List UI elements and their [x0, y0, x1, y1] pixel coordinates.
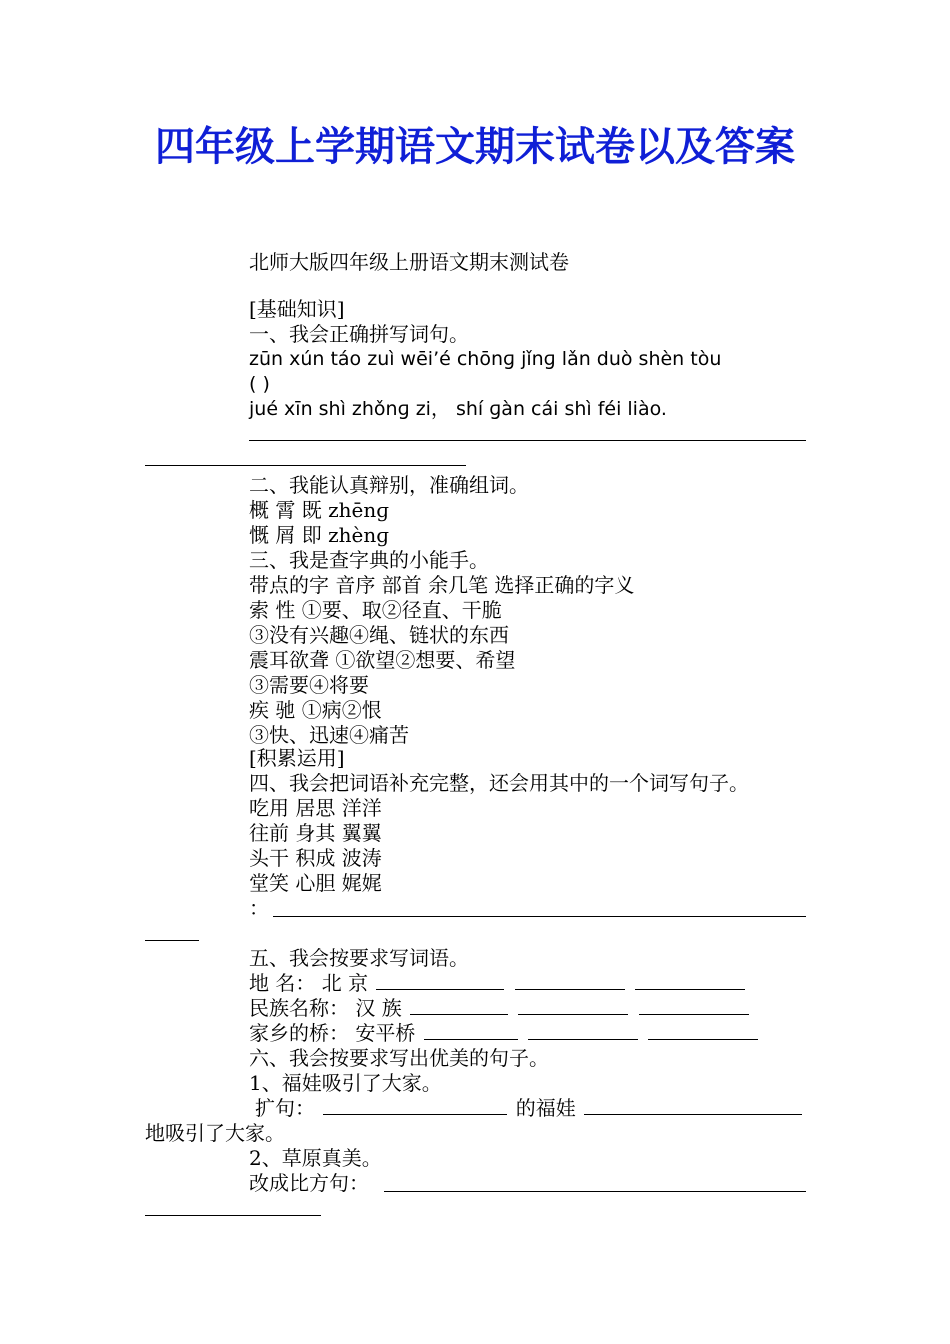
expand-label: 扩句： — [255, 1096, 315, 1120]
blank-5-2-b[interactable] — [518, 996, 628, 1015]
question-5-row-1-label: 地 名： 北 京 — [249, 971, 369, 995]
expand-middle-text: 的福娃 — [515, 1096, 576, 1120]
question-3-row-4: ③需要④将要 — [249, 673, 369, 697]
question-4-row-3: 头干 积成 波涛 — [249, 846, 382, 870]
pinyin-line-1: zūn xún táo zuì wēi’é chōnɡ jǐnɡ lǎn duò shèn tòu — [249, 348, 722, 370]
question-5-row-1 — [249, 971, 747, 996]
answer-line-1a — [249, 440, 806, 441]
question-6-title: 六、我会按要求写出优美的句子。 — [249, 1046, 549, 1070]
question-3-row-5: 疾 驰 ①病②恨 — [249, 698, 382, 722]
blank-5-3-b[interactable] — [528, 1021, 638, 1040]
question-4-title: 四、我会把词语补充完整，还会用其中的一个词写句子。 — [249, 771, 749, 795]
pinyin-line-2: jué xīn shì zhǒnɡ zi， shí ɡàn cái shì féi liào. — [249, 398, 667, 420]
question-5-title: 五、我会按要求写词语。 — [249, 946, 469, 970]
question-3-header: 带点的字 音序 部首 余几笔 选择正确的字义 — [249, 573, 635, 597]
question-4-row-4: 堂笑 心胆 娓娓 — [249, 871, 382, 895]
question-4-colon: ： — [249, 896, 269, 920]
answer-line-1b — [145, 465, 466, 466]
question-6-expand-tail: 地吸引了大家。 — [145, 1121, 285, 1145]
question-4-row-1: 吃用 居思 洋洋 — [249, 796, 382, 820]
blank-5-2-a[interactable] — [410, 996, 508, 1015]
question-3-row-3: 震耳欲聋 ①欲望②想要、希望 — [249, 648, 516, 672]
question-2-row-2: 慨 屑 即 zhènɡ — [249, 523, 390, 547]
question-4-row-2: 往前 身其 翼翼 — [249, 821, 382, 845]
section-header-application: [积累运用] — [249, 746, 345, 770]
answer-line-6b — [145, 1215, 321, 1216]
question-3-row-1: 索 性 ①要、取②径直、干脆 — [249, 598, 502, 622]
section-header-basic: [基础知识] — [249, 297, 345, 321]
question-6-metaphor-label: 改成比方句： — [249, 1171, 369, 1195]
blank-5-1-a[interactable] — [376, 971, 504, 990]
question-6-item-1: 1、福娃吸引了大家。 — [249, 1071, 442, 1095]
blank-5-2-c[interactable] — [639, 996, 749, 1015]
question-3-row-2: ③没有兴趣④绳、链状的东西 — [249, 623, 509, 647]
question-5-row-3 — [249, 1021, 760, 1046]
subtitle: 北师大版四年级上册语文期末测试卷 — [249, 250, 569, 274]
blank-6-1-a[interactable] — [323, 1096, 507, 1115]
answer-line-4a — [273, 916, 806, 917]
question-6-item-2: 2、草原真美。 — [249, 1146, 382, 1170]
question-5-row-2-label: 民族名称： 汉 族 — [249, 996, 402, 1020]
blank-5-1-b[interactable] — [515, 971, 625, 990]
blank-5-1-c[interactable] — [635, 971, 745, 990]
answer-line-6a — [384, 1191, 806, 1192]
question-2-title: 二、我能认真辩别，准确组词。 — [249, 473, 529, 497]
answer-line-4b — [145, 940, 199, 941]
document-title: 四年级上学期语文期末试卷以及答案 — [155, 124, 795, 170]
pinyin-parens: ( ) — [249, 373, 270, 395]
question-5-row-2 — [249, 996, 751, 1021]
question-3-row-6: ③快、迅速④痛苦 — [249, 723, 409, 747]
question-2-row-1: 概 霄 既 zhēnɡ — [249, 498, 390, 522]
question-5-row-3-label: 家乡的桥： 安平桥 — [249, 1021, 416, 1045]
blank-5-3-a[interactable] — [424, 1021, 518, 1040]
question-6-expand-row — [255, 1096, 804, 1121]
blank-5-3-c[interactable] — [648, 1021, 758, 1040]
question-1-title: 一、我会正确拼写词句。 — [249, 322, 469, 346]
blank-6-1-b[interactable] — [584, 1096, 802, 1115]
question-3-title: 三、我是查字典的小能手。 — [249, 548, 489, 572]
